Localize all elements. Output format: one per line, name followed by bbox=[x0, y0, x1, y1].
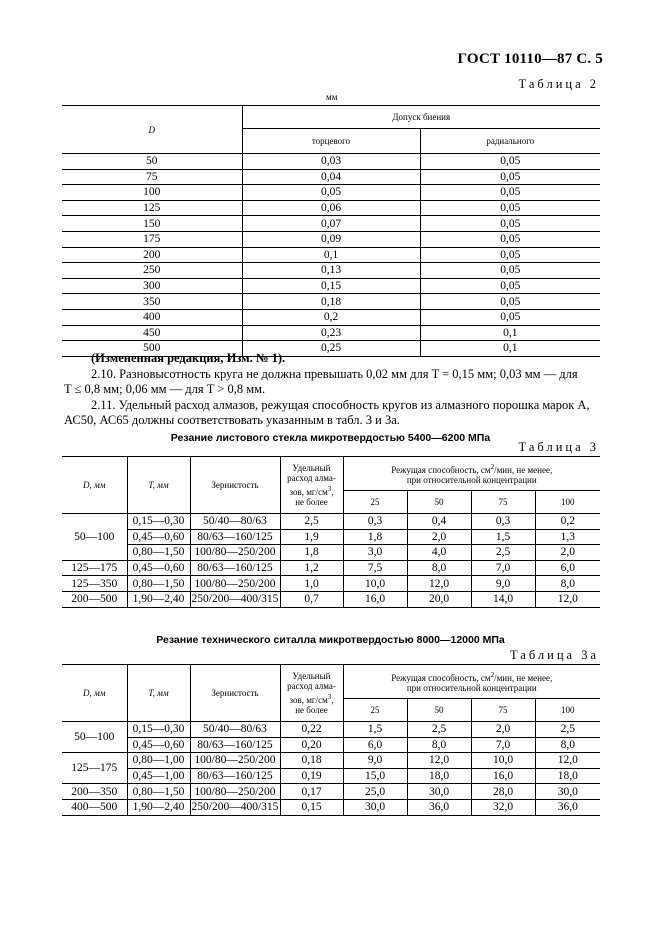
table3a-cell-t: 0,15—0,30 bbox=[127, 722, 190, 738]
table2-cell-d: 75 bbox=[62, 169, 242, 185]
table3a-cell-value: 2,5 bbox=[407, 722, 471, 738]
table3-row bbox=[62, 514, 600, 530]
table3a-cell-value: 30,0 bbox=[535, 784, 600, 800]
table3-cell-grit: 80/63—160/125 bbox=[190, 529, 280, 545]
table3a-header-t: T, мм bbox=[127, 665, 190, 722]
table2-cell-d: 400 bbox=[62, 309, 242, 325]
table3-cell-value: 0,4 bbox=[407, 514, 471, 530]
table3a-cell-value: 12,0 bbox=[535, 753, 600, 769]
table2-header-face: торцевого bbox=[242, 129, 420, 154]
table3-cell-grit: 100/80—250/200 bbox=[190, 545, 280, 561]
table3-cell-value: 2,0 bbox=[535, 545, 600, 561]
table3-conc-100: 100 bbox=[535, 491, 600, 514]
table2-cell-d: 250 bbox=[62, 263, 242, 279]
table2-cell-d: 350 bbox=[62, 294, 242, 310]
table2-cell-face: 0,1 bbox=[242, 247, 420, 263]
table3-cell-t: 1,90—2,40 bbox=[127, 591, 190, 607]
table3-row bbox=[62, 576, 600, 592]
table2-cell-face: 0,05 bbox=[242, 185, 420, 201]
table3a-cell-value: 8,0 bbox=[407, 737, 471, 753]
table3-conc-75: 75 bbox=[471, 491, 535, 514]
table2-cell-radial: 0,05 bbox=[420, 231, 600, 247]
table2-row bbox=[62, 200, 600, 216]
table3-cell-grit: 50/40—80/63 bbox=[190, 514, 280, 530]
table3-cell-d: 200—500 bbox=[62, 591, 127, 607]
table3a-row bbox=[62, 753, 600, 769]
table3-row bbox=[62, 545, 600, 561]
table3-cell-consumption: 0,7 bbox=[280, 591, 343, 607]
table3a-cell-value: 36,0 bbox=[407, 799, 471, 815]
table3-cell-value: 12,0 bbox=[535, 591, 600, 607]
table2-cell-face: 0,23 bbox=[242, 325, 420, 341]
paragraph-2-10-line2: T ≤ 0,8 мм; 0,06 мм — для T > 0,8 мм. bbox=[64, 382, 266, 396]
table3-cell-value: 2,5 bbox=[471, 545, 535, 561]
table3-cell-value: 3,0 bbox=[343, 545, 407, 561]
table2-cell-radial: 0,05 bbox=[420, 263, 600, 279]
table3-header-t: T, мм bbox=[127, 457, 190, 514]
table2 bbox=[62, 105, 600, 357]
table3-conc-50: 50 bbox=[407, 491, 471, 514]
table3-cell-value: 14,0 bbox=[471, 591, 535, 607]
table2-row bbox=[62, 216, 600, 232]
table2-cell-radial: 0,1 bbox=[420, 341, 600, 357]
table3a-row bbox=[62, 737, 600, 753]
table2-cell-face: 0,09 bbox=[242, 231, 420, 247]
table3a-cell-value: 6,0 bbox=[343, 737, 407, 753]
table3-cell-value: 1,8 bbox=[343, 529, 407, 545]
table2-cell-d: 300 bbox=[62, 278, 242, 294]
table3-cell-grit: 250/200—400/315 bbox=[191, 593, 279, 606]
table2-cell-radial: 0,05 bbox=[420, 278, 600, 294]
table2-cell-radial: 0,05 bbox=[420, 169, 600, 185]
table3-caption: Таблица 3 bbox=[518, 440, 599, 454]
table2-cell-face: 0,04 bbox=[242, 169, 420, 185]
table2-cell-radial: 0,05 bbox=[420, 185, 600, 201]
table3-cell-consumption: 1,9 bbox=[280, 529, 343, 545]
paragraph-2-11-line2: АС50, АС65 должны соответствовать указанным в табл. 3 и 3а. bbox=[64, 413, 400, 427]
table3a-cell-value: 32,0 bbox=[471, 799, 535, 815]
table2-cell-face: 0,15 bbox=[242, 278, 420, 294]
table3-cell-value: 0,3 bbox=[343, 514, 407, 530]
table3a-cell-value: 8,0 bbox=[535, 737, 600, 753]
table3-header-grit: Зернистость bbox=[190, 457, 280, 514]
table3a-cell-value: 9,0 bbox=[343, 753, 407, 769]
table2-cell-d: 200 bbox=[62, 247, 242, 263]
table2-header-d: D bbox=[62, 106, 242, 154]
table3 bbox=[62, 456, 600, 608]
table3-cell-value: 1,3 bbox=[535, 529, 600, 545]
table3a-cell-value: 12,0 bbox=[407, 753, 471, 769]
table3a-cell-d: 125—175 bbox=[62, 753, 127, 784]
table3a-cell-t: 1,90—2,40 bbox=[127, 799, 190, 815]
table3-row bbox=[62, 529, 600, 545]
table3a-cell-value: 18,0 bbox=[535, 768, 600, 784]
table2-cell-d: 50 bbox=[62, 154, 242, 170]
table2-row bbox=[62, 263, 600, 279]
table2-cell-radial: 0,05 bbox=[420, 294, 600, 310]
table3-cell-value: 0,3 bbox=[471, 514, 535, 530]
table2-cell-radial: 0,05 bbox=[420, 154, 600, 170]
page-header: ГОСТ 10110—87 С. 5 bbox=[457, 51, 603, 67]
table3a-cell-grit: 50/40—80/63 bbox=[190, 722, 280, 738]
table3a-cell-t: 0,80—1,00 bbox=[127, 753, 190, 769]
table3a-row bbox=[62, 784, 600, 800]
table3a-cell-grit: 100/80—250/200 bbox=[190, 784, 280, 800]
table3-header-d: D, мм bbox=[62, 457, 127, 514]
table2-cell-radial: 0,05 bbox=[420, 216, 600, 232]
table2-row bbox=[62, 278, 600, 294]
table3a-cell-consumption: 0,18 bbox=[280, 753, 343, 769]
table3-cell-consumption: 1,2 bbox=[280, 560, 343, 576]
table3a-cell-consumption: 0,15 bbox=[280, 799, 343, 815]
table2-header-radial: радиального bbox=[420, 129, 600, 154]
table2-cell-d: 125 bbox=[62, 200, 242, 216]
table3-cell-t: 0,80—1,50 bbox=[127, 545, 190, 561]
table3a-cell-grit: 250/200—400/315 bbox=[191, 801, 279, 814]
table3-cell-value: 0,2 bbox=[535, 514, 600, 530]
table3a-cell-value: 7,0 bbox=[471, 737, 535, 753]
table3-cell-consumption: 2,5 bbox=[280, 514, 343, 530]
table3a-cell-consumption: 0,22 bbox=[280, 722, 343, 738]
amendment-note: (Измененная редакция, Изм. № 1). bbox=[91, 351, 286, 365]
table2-row bbox=[62, 247, 600, 263]
table3a-title: Резание технического ситалла микротвердостью 8000—12000 МПа bbox=[156, 634, 505, 646]
table3-title: Резание листового стекла микротвердостью 5400—6200 МПа bbox=[170, 432, 491, 444]
table3a-cell-t: 0,45—1,00 bbox=[127, 768, 190, 784]
table3a-cell-d: 50—100 bbox=[62, 722, 127, 753]
table2-row bbox=[62, 185, 600, 201]
table3-cell-d: 125—350 bbox=[62, 576, 127, 592]
table2-row bbox=[62, 154, 600, 170]
table3a-cell-value: 16,0 bbox=[471, 768, 535, 784]
table2-row bbox=[62, 169, 600, 185]
table2-row bbox=[62, 325, 600, 341]
table3-cell-value: 6,0 bbox=[535, 560, 600, 576]
table3-cell-value: 8,0 bbox=[535, 576, 600, 592]
paragraph-2-10-line1: 2.10. Разновысотность круга не должна превышать 0,02 мм для T = 0,15 мм; 0,03 мм — для bbox=[91, 367, 578, 381]
table3-header-cutting: Режущая способность, $см^2$/мин, не менее, при относительной концентрации bbox=[343, 457, 600, 491]
table3-header-consumption: Удельный расход алма- зов, $мг/см^3$, не более bbox=[280, 457, 343, 514]
table3a-cell-value: 36,0 bbox=[535, 799, 600, 815]
table3-cell-grit: 80/63—160/125 bbox=[190, 560, 280, 576]
table3a-cell-consumption: 0,20 bbox=[280, 737, 343, 753]
table3a-cell-value: 30,0 bbox=[407, 784, 471, 800]
table3-cell-value: 2,0 bbox=[407, 529, 471, 545]
table3a-row bbox=[62, 799, 600, 815]
table3a-conc-75: 75 bbox=[471, 699, 535, 722]
table3a-cell-d: 200—350 bbox=[62, 784, 127, 800]
table2-cell-d: 500 bbox=[62, 341, 242, 357]
table3-cell-t: 0,15—0,30 bbox=[127, 514, 190, 530]
table2-cell-face: 0,06 bbox=[242, 200, 420, 216]
table3-cell-value: 4,0 bbox=[407, 545, 471, 561]
table3a-cell-value: 10,0 bbox=[471, 753, 535, 769]
paragraph-2-11-line1: 2.11. Удельный расход алмазов, режущая способность кругов из алмазного порошка марок А, bbox=[91, 398, 590, 412]
table2-row bbox=[62, 294, 600, 310]
table2-cell-face: 0,03 bbox=[242, 154, 420, 170]
table3a bbox=[62, 664, 600, 816]
table3a-cell-grit: 80/63—160/125 bbox=[190, 768, 280, 784]
table2-row bbox=[62, 309, 600, 325]
table3-cell-grit: 100/80—250/200 bbox=[190, 576, 280, 592]
table3a-header-cutting: Режущая способность, $см^2$/мин, не менее, при относительной концентрации bbox=[343, 665, 600, 699]
table3-cell-value: 16,0 bbox=[343, 591, 407, 607]
table3a-cell-value: 2,5 bbox=[535, 722, 600, 738]
table3a-cell-value: 28,0 bbox=[471, 784, 535, 800]
table3-cell-value: 9,0 bbox=[471, 576, 535, 592]
table3a-caption: Таблица 3а bbox=[509, 648, 599, 662]
table2-unit: мм bbox=[326, 92, 338, 102]
table3a-conc-25: 25 bbox=[343, 699, 407, 722]
table2-cell-d: 175 bbox=[62, 231, 242, 247]
table3a-row bbox=[62, 768, 600, 784]
table3a-cell-value: 1,5 bbox=[343, 722, 407, 738]
table3-cell-value: 8,0 bbox=[407, 560, 471, 576]
table3a-cell-value: 2,0 bbox=[471, 722, 535, 738]
table3-row bbox=[62, 560, 600, 576]
table3-cell-consumption: 1,8 bbox=[280, 545, 343, 561]
table3a-row bbox=[62, 722, 600, 738]
table3a-cell-value: 15,0 bbox=[343, 768, 407, 784]
table2-cell-face: 0,2 bbox=[242, 309, 420, 325]
table3-cell-consumption: 1,0 bbox=[280, 576, 343, 592]
table3a-conc-50: 50 bbox=[407, 699, 471, 722]
table3a-cell-value: 18,0 bbox=[407, 768, 471, 784]
table2-cell-radial: 0,05 bbox=[420, 247, 600, 263]
table3-conc-25: 25 bbox=[343, 491, 407, 514]
table3a-cell-consumption: 0,19 bbox=[280, 768, 343, 784]
table3-cell-value: 7,5 bbox=[343, 560, 407, 576]
table3-cell-t: 0,80—1,50 bbox=[127, 576, 190, 592]
table3a-cell-t: 0,45—0,60 bbox=[127, 737, 190, 753]
table3a-header-grit: Зернистость bbox=[190, 665, 280, 722]
table3a-header-d: D, мм bbox=[62, 665, 127, 722]
table3-cell-value: 20,0 bbox=[407, 591, 471, 607]
table2-cell-face: 0,25 bbox=[242, 341, 420, 357]
table2-cell-d: 450 bbox=[62, 325, 242, 341]
table3a-cell-value: 25,0 bbox=[343, 784, 407, 800]
table2-cell-radial: 0,1 bbox=[420, 325, 600, 341]
table3a-cell-value: 30,0 bbox=[343, 799, 407, 815]
table3a-conc-100: 100 bbox=[535, 699, 600, 722]
table3-cell-value: 1,5 bbox=[471, 529, 535, 545]
table2-cell-face: 0,07 bbox=[242, 216, 420, 232]
table3-cell-value: 10,0 bbox=[343, 576, 407, 592]
table3a-cell-t: 0,80—1,50 bbox=[127, 784, 190, 800]
table2-header-group: Допуск биения bbox=[242, 106, 600, 129]
table2-cell-d: 100 bbox=[62, 185, 242, 201]
table2-row bbox=[62, 231, 600, 247]
table3-cell-d: 50—100 bbox=[62, 514, 127, 561]
table3-cell-d: 125—175 bbox=[62, 560, 127, 576]
table3-cell-t: 0,45—0,60 bbox=[127, 560, 190, 576]
table2-caption: Таблица 2 bbox=[518, 77, 599, 91]
table2-cell-d: 150 bbox=[62, 216, 242, 232]
table2-cell-radial: 0,05 bbox=[420, 200, 600, 216]
table3-cell-value: 12,0 bbox=[407, 576, 471, 592]
table3-cell-t: 0,45—0,60 bbox=[127, 529, 190, 545]
table3a-cell-d: 400—500 bbox=[62, 799, 127, 815]
table3a-cell-consumption: 0,17 bbox=[280, 784, 343, 800]
table3a-header-consumption: Удельный расход алма- зов, $мг/см^3$, не более bbox=[280, 665, 343, 722]
table3a-cell-grit: 80/63—160/125 bbox=[190, 737, 280, 753]
table3a-cell-grit: 100/80—250/200 bbox=[190, 753, 280, 769]
table2-cell-face: 0,13 bbox=[242, 263, 420, 279]
table3-cell-value: 7,0 bbox=[471, 560, 535, 576]
table2-cell-radial: 0,05 bbox=[420, 309, 600, 325]
table2-cell-face: 0,18 bbox=[242, 294, 420, 310]
table3-row bbox=[62, 591, 600, 607]
